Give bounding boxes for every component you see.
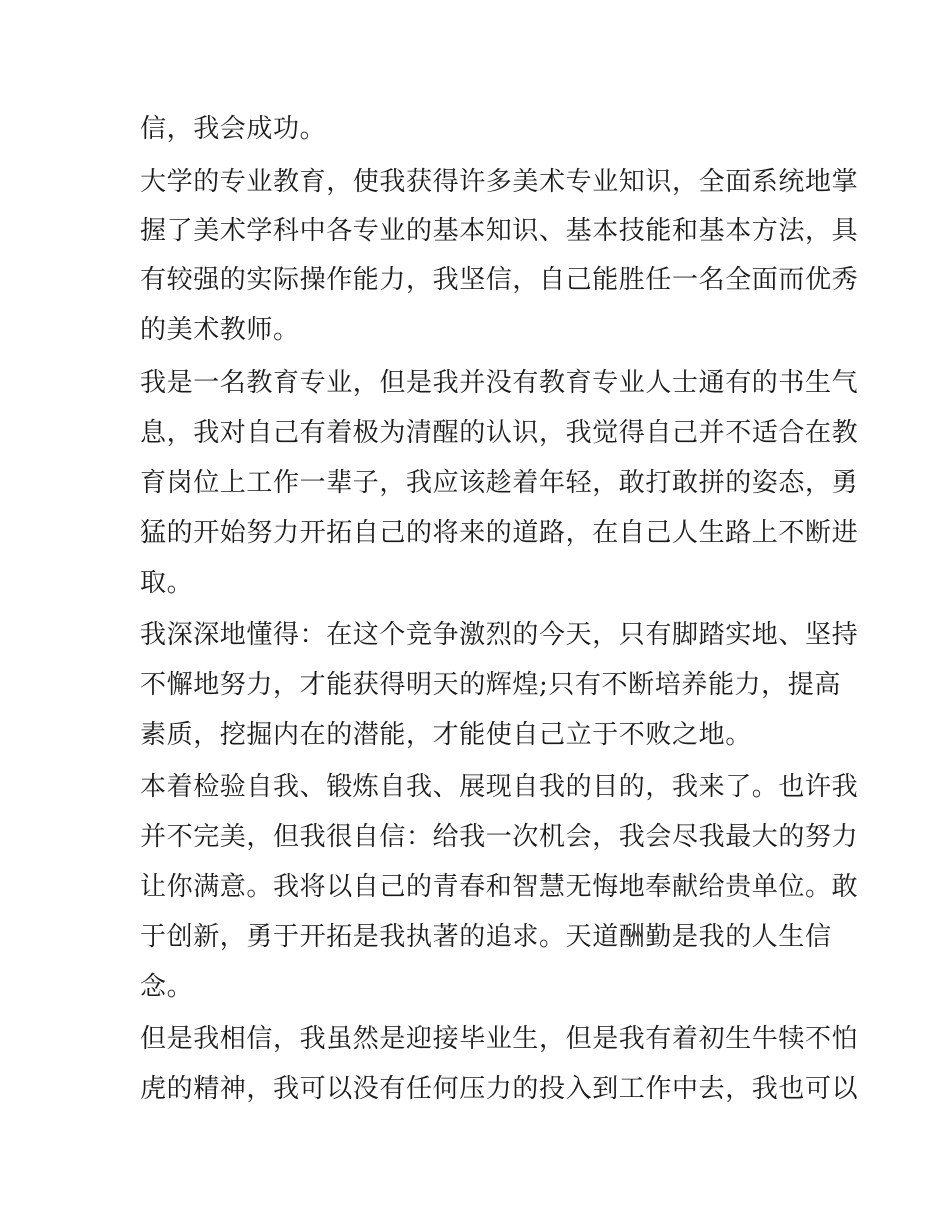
text-line: 于创新，勇于开拓是我执著的追求。天道酬勤是我的人生信 <box>140 922 832 952</box>
text-line: 让你满意。我将以自己的青春和智慧无悔地奉献给贵单位。敢 <box>140 872 859 902</box>
text-line: 我深深地懂得：在这个竞争激烈的今天，只有脚踏实地、坚持 <box>140 620 859 650</box>
text-line: 的美术教师。 <box>140 315 300 345</box>
text-line: 取。 <box>140 568 194 598</box>
text-line: 猛的开始努力开拓自己的将来的道路，在自己人生路上不断进 <box>140 518 859 548</box>
text-line: 素质，挖掘内在的潜能，才能使自己立于不败之地。 <box>140 720 752 750</box>
text-line: 育岗位上工作一辈子，我应该趁着年轻，敢打敢拼的姿态，勇 <box>140 468 859 498</box>
text-line: 并不完美，但我很自信：给我一次机会，我会尽我最大的努力 <box>140 822 859 852</box>
text-line: 但是我相信，我虽然是迎接毕业生，但是我有着初生牛犊不怕 <box>140 1024 859 1054</box>
text-line: 大学的专业教育，使我获得许多美术专业知识，全面系统地掌 <box>140 167 859 197</box>
text-line: 我是一名教育专业，但是我并没有教育专业人士通有的书生气 <box>140 368 859 398</box>
text-line: 握了美术学科中各专业的基本知识、基本技能和基本方法，具 <box>140 216 859 246</box>
text-line: 信，我会成功。 <box>140 114 327 144</box>
text-line: 息，我对自己有着极为清醒的认识，我觉得自己并不适合在教 <box>140 418 859 448</box>
text-line: 念。 <box>140 972 194 1002</box>
text-line: 本着检验自我、锻炼自我、展现自我的目的，我来了。也许我 <box>140 772 859 802</box>
text-line: 不懈地努力，才能获得明天的辉煌;只有不断培养能力，提高 <box>140 670 841 700</box>
text-line: 有较强的实际操作能力，我坚信，自己能胜任一名全面而优秀 <box>140 265 859 295</box>
text-line: 虎的精神，我可以没有任何压力的投入到工作中去，我也可以 <box>140 1074 859 1104</box>
